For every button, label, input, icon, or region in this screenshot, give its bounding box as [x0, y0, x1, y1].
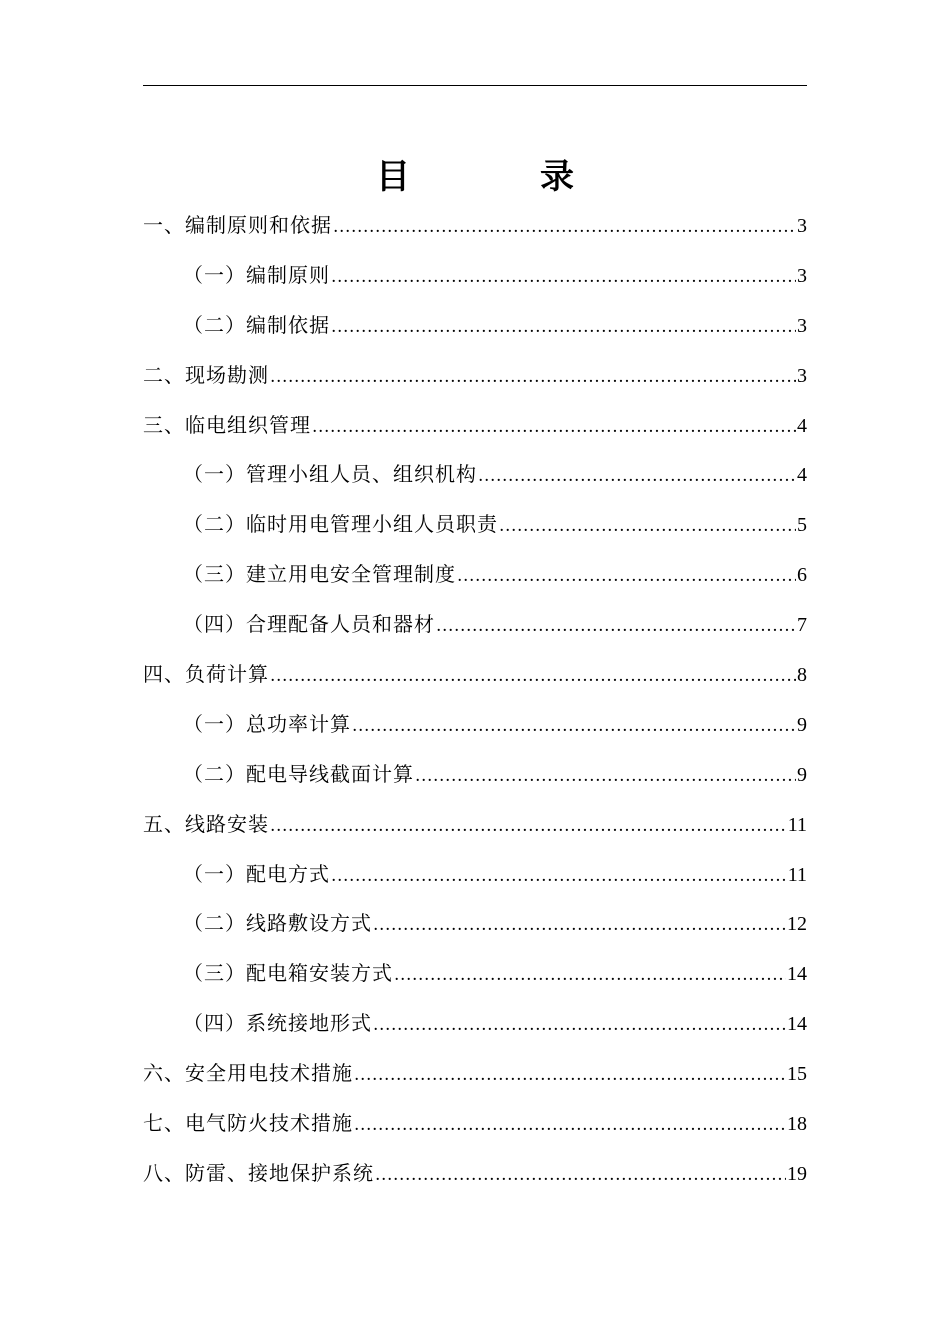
- toc-dot-leader: [478, 452, 796, 502]
- toc-entry-page-number: 7: [797, 614, 807, 637]
- toc-dot-leader: [352, 702, 796, 752]
- toc-entry-label: 二、现场勘测: [143, 362, 269, 387]
- toc-entry[interactable]: [143, 450, 807, 500]
- toc-entry-page-number: 9: [797, 763, 807, 786]
- toc-entry[interactable]: [143, 650, 807, 700]
- toc-entry-page-number: 19: [787, 1162, 807, 1185]
- toc-entry-page-number: 8: [797, 664, 807, 687]
- toc-entry-label: 七、电气防火技术措施: [143, 1111, 353, 1136]
- toc-entry-label: （一）总功率计算: [183, 711, 351, 736]
- toc-dot-leader: [375, 1151, 786, 1201]
- header-rule: [143, 85, 807, 86]
- toc-entry-page-number: 11: [787, 863, 807, 886]
- toc-dot-leader: [394, 951, 786, 1001]
- toc-entry[interactable]: [143, 949, 807, 999]
- toc-entry-label: （二）线路敷设方式: [183, 911, 372, 936]
- toc-entry[interactable]: [143, 550, 807, 600]
- toc-dot-leader: [415, 752, 796, 802]
- toc-dot-leader: [312, 403, 796, 453]
- table-of-contents: [143, 201, 807, 1199]
- toc-entry-page-number: 3: [797, 364, 807, 387]
- toc-entry-page-number: 3: [797, 264, 807, 287]
- toc-entry-label: （三）建立用电安全管理制度: [183, 562, 456, 587]
- toc-dot-leader: [270, 802, 787, 852]
- toc-entry[interactable]: [143, 750, 807, 800]
- toc-entry-page-number: 11: [787, 813, 807, 836]
- toc-entry[interactable]: [143, 500, 807, 550]
- toc-dot-leader: [354, 1051, 786, 1101]
- toc-dot-leader: [373, 901, 786, 951]
- toc-entry[interactable]: [143, 800, 807, 850]
- toc-entry-label: （一）编制原则: [183, 262, 330, 287]
- toc-entry-page-number: 4: [797, 464, 807, 487]
- toc-entry-label: （一）管理小组人员、组织机构: [183, 462, 477, 487]
- toc-entry-label: （二）配电导线截面计算: [183, 761, 414, 786]
- toc-entry-page-number: 3: [797, 215, 807, 237]
- toc-entry[interactable]: [143, 1099, 807, 1149]
- toc-entry-page-number: 15: [787, 1063, 807, 1086]
- toc-entry-page-number: 3: [797, 314, 807, 337]
- toc-entry-label: （二）编制依据: [183, 312, 330, 337]
- toc-dot-leader: [331, 303, 796, 353]
- toc-entry-label: 四、负荷计算: [143, 662, 269, 687]
- toc-entry[interactable]: [143, 201, 807, 251]
- toc-entry-label: （三）配电箱安装方式: [183, 961, 393, 986]
- toc-entry[interactable]: [143, 401, 807, 451]
- toc-dot-leader: [270, 652, 796, 702]
- toc-dot-leader: [331, 253, 796, 303]
- toc-dot-leader: [373, 1001, 786, 1051]
- toc-entry-page-number: 6: [797, 564, 807, 587]
- toc-entry-label: 六、安全用电技术措施: [143, 1061, 353, 1086]
- toc-entry[interactable]: [143, 999, 807, 1049]
- toc-entry-page-number: 18: [787, 1113, 807, 1136]
- toc-entry-label: （一）配电方式: [183, 861, 330, 886]
- toc-entry[interactable]: [143, 1049, 807, 1099]
- toc-entry-label: （四）系统接地形式: [183, 1011, 372, 1036]
- toc-entry-page-number: 5: [797, 514, 807, 537]
- toc-entry[interactable]: [143, 1149, 807, 1199]
- toc-entry[interactable]: [143, 700, 807, 750]
- toc-entry-page-number: 14: [787, 963, 807, 986]
- toc-entry-label: 五、线路安装: [143, 811, 269, 836]
- toc-dot-leader: [331, 852, 787, 902]
- toc-entry-label: （二）临时用电管理小组人员职责: [183, 512, 498, 537]
- toc-entry[interactable]: [143, 600, 807, 650]
- toc-title: 目 录: [376, 157, 622, 197]
- toc-entry-label: （四）合理配备人员和器材: [183, 612, 435, 637]
- toc-entry-label: 三、临电组织管理: [143, 412, 311, 437]
- toc-entry-label: 一、编制原则和依据: [143, 213, 332, 237]
- toc-entry[interactable]: [143, 899, 807, 949]
- toc-entry[interactable]: [143, 251, 807, 301]
- toc-entry[interactable]: [143, 850, 807, 900]
- toc-dot-leader: [436, 602, 796, 652]
- toc-dot-leader: [333, 203, 796, 253]
- toc-entry[interactable]: [143, 301, 807, 351]
- toc-dot-leader: [354, 1101, 786, 1151]
- toc-entry-page-number: 4: [797, 414, 807, 437]
- toc-entry[interactable]: [143, 351, 807, 401]
- toc-dot-leader: [457, 552, 796, 602]
- toc-entry-page-number: 9: [797, 713, 807, 736]
- toc-entry-page-number: 12: [787, 913, 807, 936]
- toc-dot-leader: [499, 502, 796, 552]
- toc-entry-label: 八、防雷、接地保护系统: [143, 1160, 374, 1185]
- toc-entry-page-number: 14: [787, 1013, 807, 1036]
- toc-dot-leader: [270, 353, 796, 403]
